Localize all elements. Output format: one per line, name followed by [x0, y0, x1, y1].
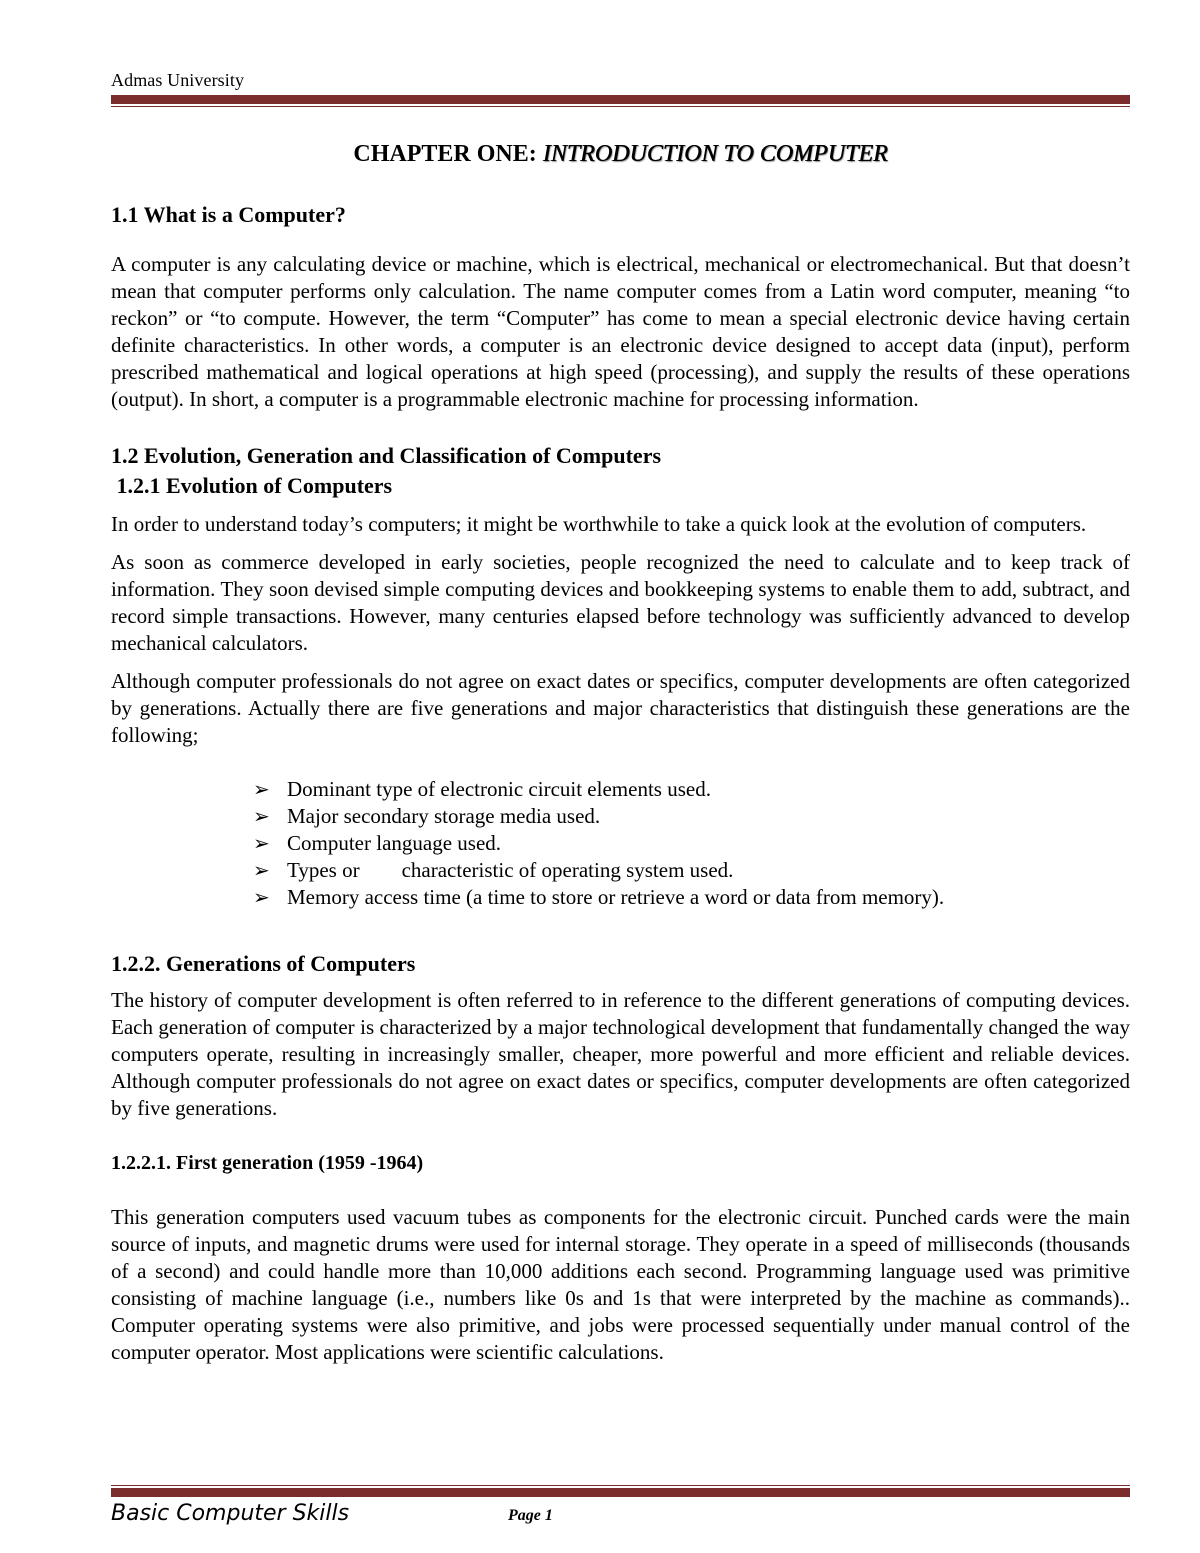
arrowhead-bullet-icon: ➢	[253, 804, 270, 828]
list-item-text: Memory access time (a time to store or retrieve a word or data from memory).	[287, 885, 945, 909]
arrowhead-bullet-icon: ➢	[253, 858, 270, 882]
footer-course-title: Basic Computer Skills	[111, 1501, 350, 1526]
footer-page-number: Page 1	[508, 1507, 553, 1524]
section-heading-1-2-1: 1.2.1 Evolution of Computers	[111, 473, 393, 498]
section-heading-1-2-2: 1.2.2. Generations of Computers	[111, 951, 416, 976]
section-1-2-1-paragraph-3: Although computer professionals do not agree on exact dates or specifics, computer developments are often categorized by generations. Actually there are five generations and major characteristics that distinguish these generations are the following;	[111, 669, 1130, 747]
arrowhead-bullet-icon: ➢	[253, 777, 270, 801]
list-item	[253, 776, 1130, 803]
footer-rule-thin	[111, 1485, 1130, 1486]
section-1-2-2-paragraph: The history of computer development is often referred to in reference to the different generations of computing devices. Each generation of computer is characterized by a major technological development that fundamentally changed the way computers operate, resulting in increasingly smaller, cheaper, more powerful and more efficient and reliable devices. Although computer professionals do not agree on exact dates or specifics, computer developments are often categorized by five generations.	[111, 988, 1130, 1120]
section-1-2-2-1-paragraph: This generation computers used vacuum tubes as components for the electronic circuit. Punched cards were the main source of inputs, and magnetic drums were used for internal storage. They operate in a speed of milliseconds (thousands of a second) and could handle more than 10,000 additions each second. Programming language used was primitive consisting of machine language (i.e., numbers like 0s and 1s that were interpreted by the machine as commands).. Computer operating systems were also primitive, and jobs were processed sequentially under manual control of the computer operator. Most applications were scientific calculations.	[111, 1205, 1130, 1364]
chapter-prefix: CHAPTER ONE:	[353, 141, 543, 167]
section-heading-1-2-2-1: 1.2.2.1. First generation (1959 -1964)	[111, 1152, 424, 1174]
header-rule-thick	[111, 95, 1130, 104]
list-item-text: Computer language used.	[287, 831, 502, 855]
section-1-2-1-paragraph-2: As soon as commerce developed in early societies, people recognized the need to calculate and to keep track of information. They soon devised simple computing devices and bookkeeping systems to enable them to add, subtract, and record simple transactions. However, many centuries elapsed before technology was sufficiently advanced to develop mechanical calculators.	[111, 550, 1130, 655]
section-1-1-paragraph: A computer is any calculating device or machine, which is electrical, mechanical or electromechanical. But that doesn’t mean that computer performs only calculation. The name computer comes from a Latin word computer, meaning “to reckon” or “to compute. However, the term “Computer” has come to mean a special electronic device having certain definite characteristics. In other words, a computer is an electronic device designed to accept data (input), perform prescribed mathematical and logical operations at high speed (processing), and supply the results of these operations (output). In short, a computer is a programmable electronic machine for processing information.	[111, 252, 1130, 411]
arrowhead-bullet-icon: ➢	[253, 831, 270, 855]
list-item	[253, 803, 1130, 830]
section-heading-1-2: 1.2 Evolution, Generation and Classification of Computers	[111, 443, 662, 468]
header-rule-thin	[111, 106, 1130, 107]
list-item-text: Types or characteristic of operating system used.	[287, 858, 734, 882]
chapter-name: INTRODUCTION TO COMPUTER	[542, 141, 888, 167]
footer-rule-thick	[111, 1488, 1130, 1497]
section-heading-1-1: 1.1 What is a Computer?	[111, 202, 346, 227]
header-institution: Admas University	[111, 70, 245, 90]
generation-characteristics-list	[111, 776, 1130, 911]
document-body	[111, 140, 1130, 1366]
arrowhead-bullet-icon: ➢	[253, 885, 270, 909]
list-item	[253, 857, 1130, 884]
list-item-text: Dominant type of electronic circuit elements used.	[287, 777, 711, 801]
chapter-title	[111, 140, 1130, 168]
section-1-2-1-paragraph-1: In order to understand today’s computers; it might be worthwhile to take a quick look at the evolution of computers.	[111, 512, 1087, 536]
list-item	[253, 884, 1130, 911]
list-item-text: Major secondary storage media used.	[287, 804, 601, 828]
list-item	[253, 830, 1130, 857]
